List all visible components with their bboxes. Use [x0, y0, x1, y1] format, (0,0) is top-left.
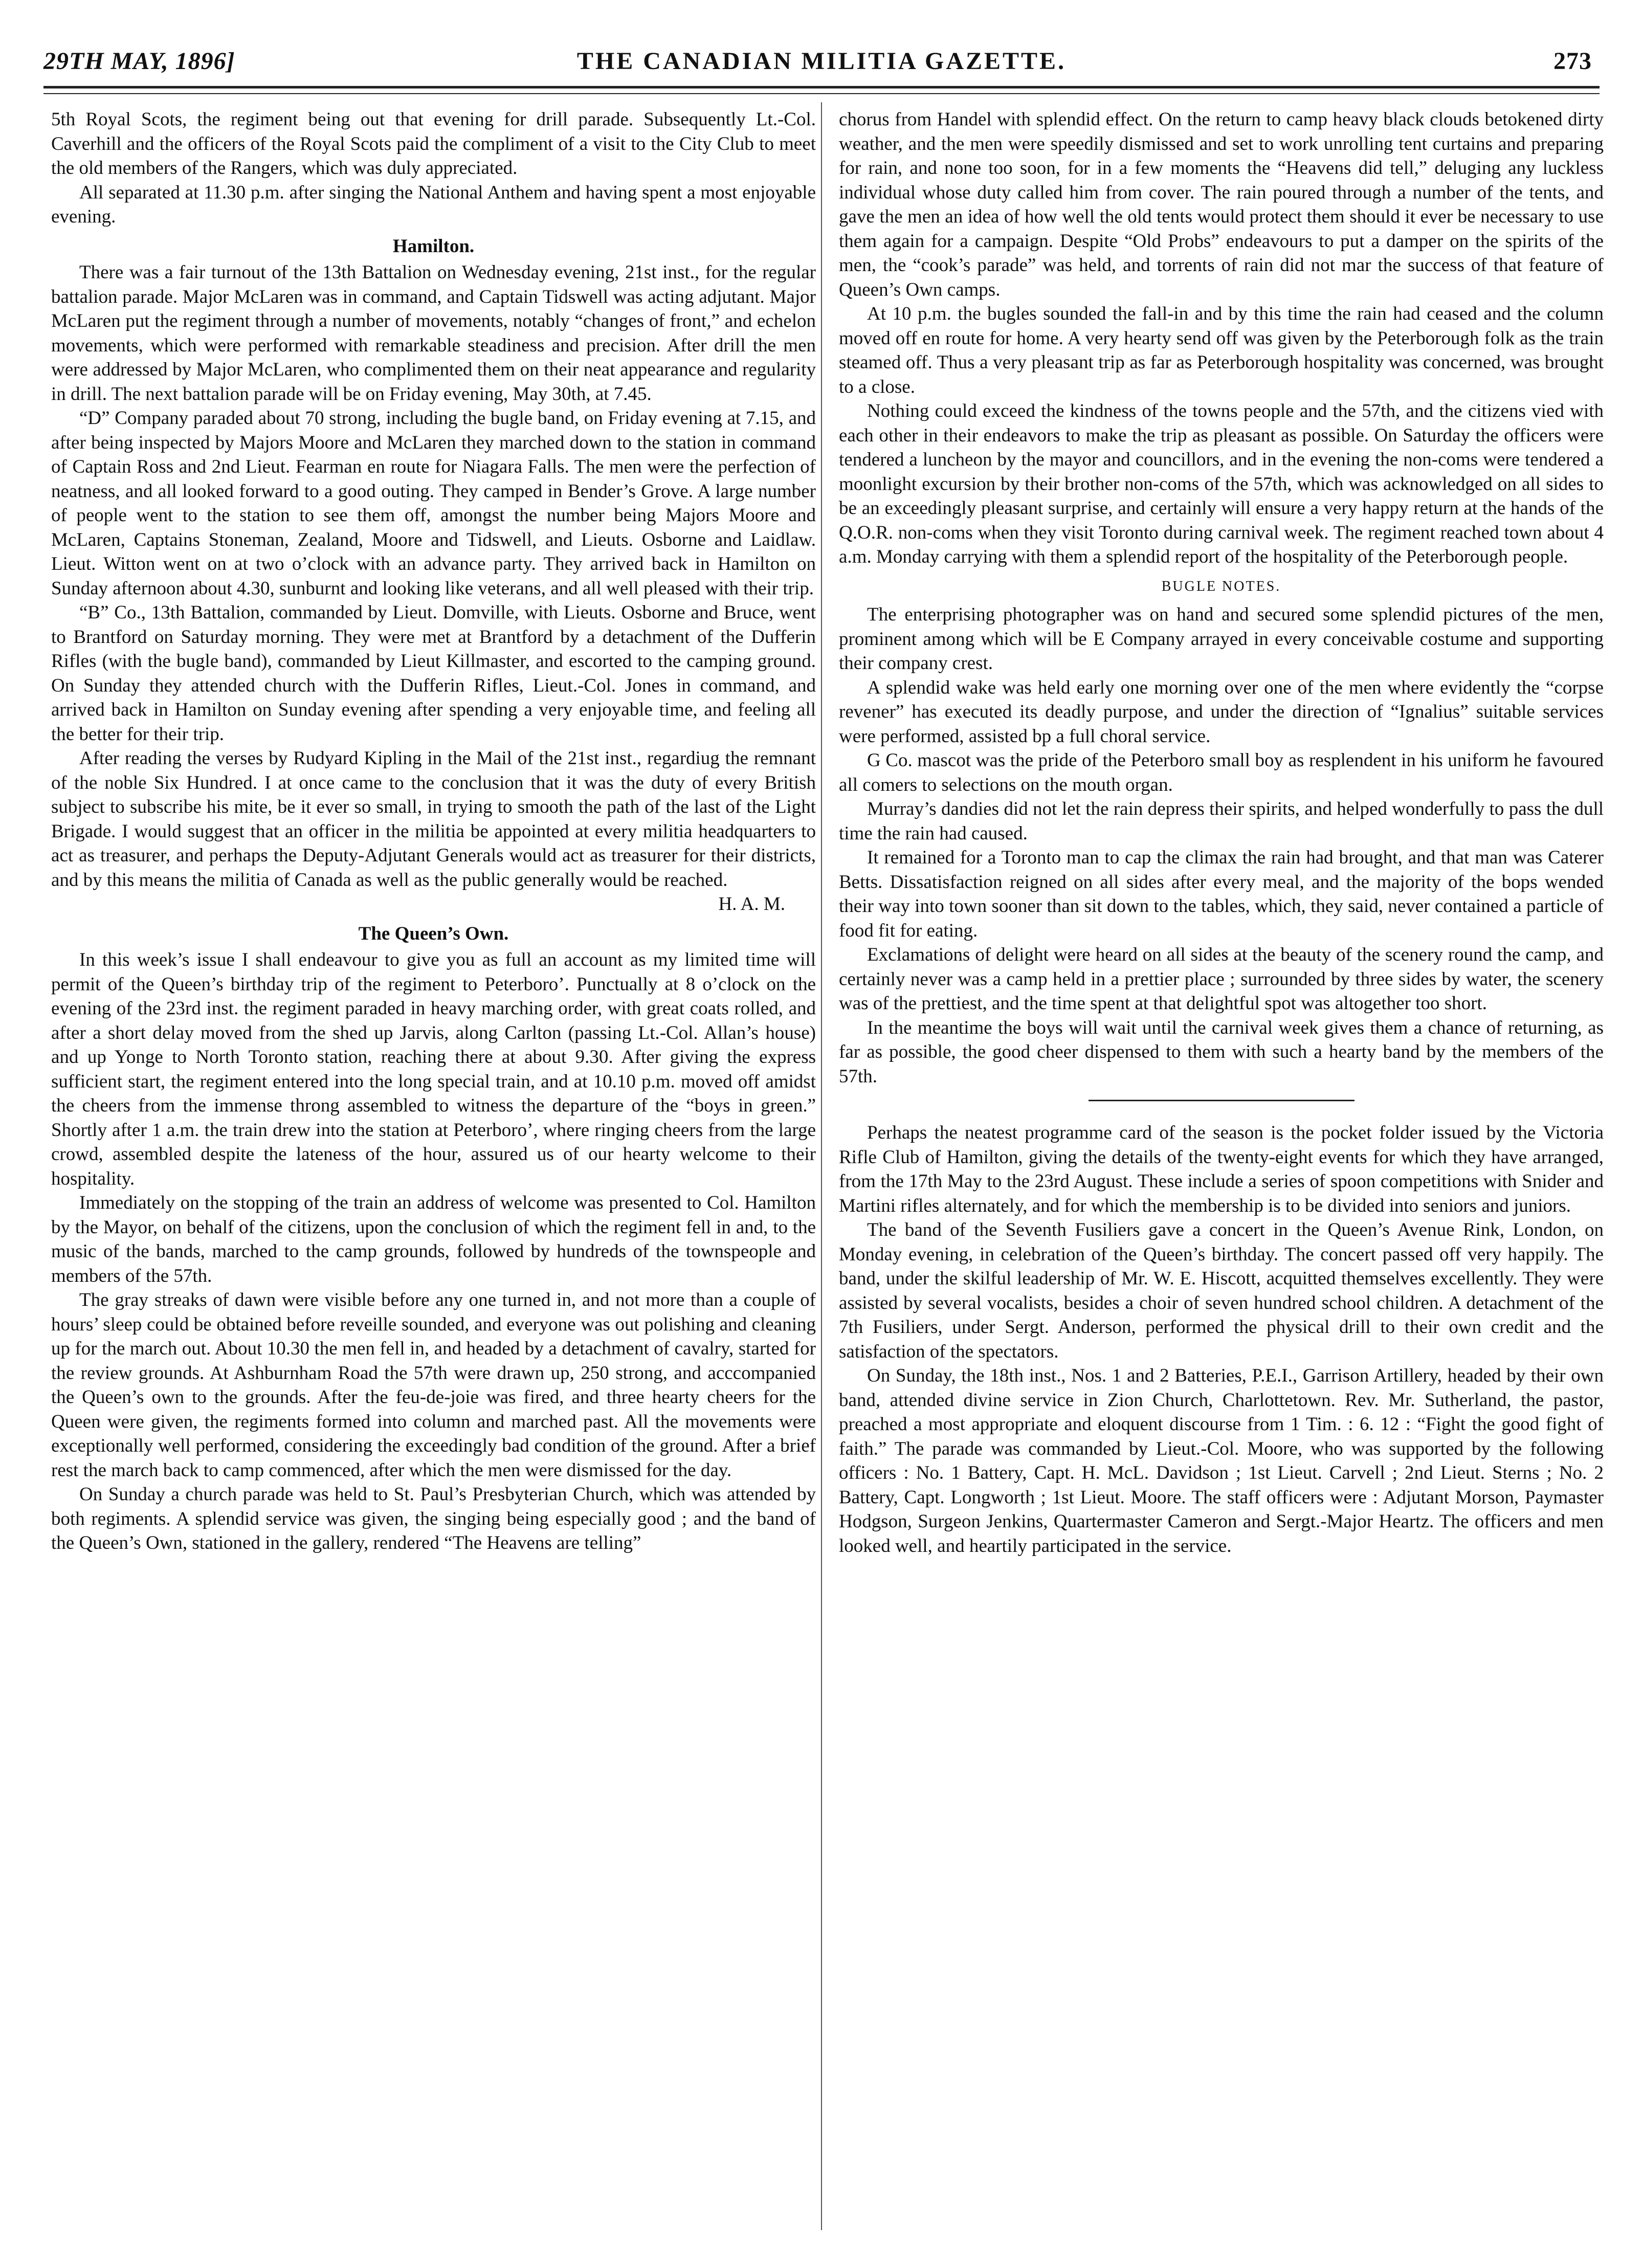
- header-rule-thick: [43, 86, 1600, 88]
- right-column: [839, 107, 1604, 2235]
- article-paragraph: Nothing could exceed the kindness of the towns people and the 57th, and the citizens vied with each other in their endeavors to make the trip as pleasant as possible. On Saturday the officers were tendered a luncheon by the mayor and councillors, and in the evening the non-coms were tendered a moonlight excursion by their brother non-coms of the 57th, which was acknowledged on all sides to be an exceedingly pleasant surprise, and certainly will ensure a very happy return at the hands of the Q.O.R. non-coms when they visit Toronto during carnival week. The regiment reached town about 4 a.m. Monday carrying with them a splendid report of the hospitality of the Peterborough people.: [839, 401, 1604, 567]
- header-rule-thin: [43, 93, 1600, 94]
- left-column: [51, 107, 816, 2235]
- article-paragraph: “D” Company paraded about 70 strong, including the bugle band, on Friday evening at 7.15, and after being inspected by Majors Moore and McLaren they marched down to the station in command of Captain Ross and 2nd Lieut. Fearman en route for Niagara Falls. The men were the perfection of neatness, and all looked forward to a good outing. They camped in Bender’s Grove. A large number of people went to the station to see them off, amongst the number being Majors Moore and McLaren, Captains Stoneman, Zealand, Moore and Tidswell, and Lieuts. Osborne and Laidlaw. Lieut. Witton went on at two o’clock with an advance party. They arrived back in Hamilton on Sunday afternoon about 4.30, sunburnt and looking like veterans, and all well pleased with their trip.: [51, 408, 816, 599]
- article-paragraph: The enterprising photographer was on hand and secured some splendid pictures of the men, prominent among which will be E Company arrayed in every conceivable costume and supporting their company crest.: [839, 604, 1604, 674]
- column-divider: [821, 102, 822, 2230]
- article-paragraph: On Sunday, the 18th inst., Nos. 1 and 2 Batteries, P.E.I., Garrison Artillery, headed by their own band, attended divine service in Zion Church, Charlottetown. Rev. Mr. Sutherland, the pastor, preached a most appropriate and eloquent discourse from 1 Tim. : 6. 12 : “Fight the good fight of faith.” The parade was commanded by Lieut.-Col. Moore, who was supported by the following officers : No. 1 Battery, Capt. H. McL. Davidson ; 1st Lieut. Carvell ; 2nd Lieut. Sterns ; No. 2 Battery, Capt. Longworth ; 1st Lieut. Moore. The staff officers were : Adjutant Morson, Paymaster Hodgson, Surgeon Jenkins, Quartermaster Cameron and Sergt.-Major Heartz. The officers and men looked well, and heartily participated in the service.: [839, 1365, 1604, 1557]
- article-paragraph: Exclamations of delight were heard on all sides at the beauty of the scenery round the camp, and certainly never was a camp held in a prettier place ; surrounded by three sides by water, the scenery was of the prettiest, and the time spent at that delightful spot was altogether too short.: [839, 944, 1604, 1014]
- article-paragraph: G Co. mascot was the pride of the Peterboro small boy as resplendent in his uniform he favoured all comers to selections on the mouth organ.: [839, 750, 1604, 795]
- section-heading-hamilton: Hamilton.: [392, 235, 475, 257]
- section-heading-queens-own: The Queen’s Own.: [358, 923, 509, 944]
- article-paragraph: 5th Royal Scots, the regiment being out that evening for drill parade. Subsequently Lt.-Col. Caverhill and the officers of the Royal Scots paid the compliment of a visit to the City Club to meet the old members of the Rangers, which was duly appreciated.: [51, 109, 816, 179]
- article-paragraph: At 10 p.m. the bugles sounded the fall-in and by this time the rain had ceased and the column moved off en route for home. A very hearty send off was given by the Peterborough folk as the train steamed off. Thus a very pleasant trip as far as Peterborough hospitality was concerned, was brought to a close.: [839, 303, 1604, 397]
- article-paragraph: It remained for a Toronto man to cap the climax the rain had brought, and that man was Caterer Betts. Dissatisfaction reigned on all sides after every meal, and the majority of the bops wended their way into town sooner than sit down to the tables, which, they said, never contained a particle of food fit for eating.: [839, 847, 1604, 941]
- article-paragraph: After reading the verses by Rudyard Kipling in the Mail of the 21st inst., regardiug the remnant of the noble Six Hundred. I at once came to the conclusion that it was the duty of every British subject to subscribe his mite, be it ever so small, in trying to smooth the path of the last of the Light Brigade. I would suggest that an officer in the militia be appointed at every militia headquarters to act as treasurer, and perhaps the Deputy-Adjutant Generals would act as treasurer for their districts, and by this means the militia of Canada as well as the public generally would be reached.: [51, 748, 816, 891]
- masthead-title: THE CANADIAN MILITIA GAZETTE.: [576, 48, 1067, 75]
- page-number: 273: [1553, 48, 1592, 75]
- article-paragraph: “B” Co., 13th Battalion, commanded by Lieut. Domville, with Lieuts. Osborne and Bruce, went to Brantford on Saturday morning. They were met at Brantford by a detachment of the Dufferin Rifles (with the bugle band), commanded by Lieut Killmaster, and escorted to the camping ground. On Sunday they attended church with the Dufferin Rifles, Lieut.-Col. Jones in command, and arrived back in Hamilton on Sunday evening after spending a very enjoyable time, and feeling all the better for their trip.: [51, 602, 816, 745]
- article-paragraph: A splendid wake was held early one morning over one of the men where evidently the “corpse revener” has executed its deadly purpose, and under the direction of “Ignalius” suitable services were performed, assisted bp a full choral service.: [839, 677, 1604, 747]
- article-paragraph: In this week’s issue I shall endeavour to give you as full an account as my limited time will permit of the Queen’s birthday trip of the regiment to Peterboro’. Punctually at 8 o’clock on the evening of the 23rd inst. the regiment paraded in heavy marching order, with great coats rolled, and after a short delay moved from the shed up Jarvis, along Carlton (passing Lt.-Col. Allan’s house) and up Yonge to North Toronto station, reaching there at about 9.30. After giving the express sufficient start, the regiment entered into the long special train, and at 10.10 p.m. moved off amidst the cheers from the immense throng assembled to witness the departure of the “boys in green.” Shortly after 1 a.m. the train drew into the station at Peterboro’, where ringing cheers from the large crowd, assembled despite the lateness of the hour, assured us of our hearty welcome to their hospitality.: [51, 949, 816, 1189]
- article-paragraph: The band of the Seventh Fusiliers gave a concert in the Queen’s Avenue Rink, London, on Monday evening, in celebration of the Queen’s birthday. The concert passed off very happily. The band, under the skilful leadership of Mr. W. E. Hiscott, acquitted themselves excellently. They were assisted by several vocalists, besides a choir of seven hundred school children. A detachment of the 7th Fusiliers, under Sergt. Anderson, performed the physical drill to their own credit and the satisfaction of the spectators.: [839, 1219, 1604, 1362]
- article-paragraph: Perhaps the neatest programme card of the season is the pocket folder issued by the Victoria Rifle Club of Hamilton, giving the details of the twenty-eight events for which they have arranged, from the 17th May to the 23rd August. These include a series of spoon competitions with Snider and Martini rifles alternately, and for which the membership is to be divided into seniors and juniors.: [839, 1122, 1604, 1216]
- article-paragraph: Immediately on the stopping of the train an address of welcome was presented to Col. Hamilton by the Mayor, on behalf of the citizens, upon the conclusion of which the regiment fell in and, to the music of the bands, marched to the camp grounds, followed by hundreds of the townspeople and members of the 57th.: [51, 1192, 816, 1286]
- section-heading-bugle-notes: BUGLE NOTES.: [1161, 578, 1281, 594]
- article-paragraph: In the meantime the boys will wait until the carnival week gives them a chance of returning, as far as possible, the good cheer dispensed to them with such a hearty band by the members of the 57th.: [839, 1017, 1604, 1087]
- article-paragraph: There was a fair turnout of the 13th Battalion on Wednesday evening, 21st inst., for the regular battalion parade. Major McLaren was in command, and Captain Tidswell was acting adjutant. Major McLaren put the regiment through a number of movements, notably “changes of front,” and echelon movements, which were performed with remarkable steadiness and precision. After drill the men were addressed by Major McLaren, who complimented them on their neat appearance and regularity in drill. The next battalion parade will be on Friday evening, May 30th, at 7.45.: [51, 262, 816, 405]
- author-signature: H. A. M.: [718, 894, 785, 915]
- section-separator: [1089, 1100, 1355, 1101]
- article-paragraph: The gray streaks of dawn were visible before any one turned in, and not more than a couple of hours’ sleep could be obtained before reveille sounded, and everyone was out polishing and cleaning up for the march out. About 10.30 the men fell in, and headed by a detachment of cavalry, started for the review grounds. At Ashburnham Road the 57th were drawn up, 250 strong, and acccompanied the Queen’s own to the grounds. After the feu-de-joie was fired, and three hearty cheers for the Queen were given, the regiments formed into column and marched past. All the movements were exceptionally well performed, considering the exceedingly bad condition of the ground. After a brief rest the march back to camp commenced, after which the men were dismissed for the day.: [51, 1289, 816, 1481]
- article-paragraph: All separated at 11.30 p.m. after singing the National Anthem and having spent a most enjoyable evening.: [51, 182, 816, 227]
- article-paragraph: chorus from Handel with splendid effect. On the return to camp heavy black clouds betokened dirty weather, and the men were speedily dismissed and set to work unrolling tent curtains and preparing for rain, and none too soon, for in a few moments the “Heavens did tell,” deluging any luckless individual whose duty called him from cover. The rain poured through a number of the tents, and gave the men an idea of how well the old tents would protect them should it ever be necessary to use them again for a campaign. Despite “Old Probs” endeavours to put a damper on the spirits of the men, the “cook’s parade” was held, and torrents of rain did not mar the success of that feature of Queen’s Own camps.: [839, 109, 1604, 300]
- article-paragraph: On Sunday a church parade was held to St. Paul’s Presbyterian Church, which was attended by both regiments. A splendid service was given, the singing being especially good ; and the band of the Queen’s Own, stationed in the gallery, rendered “The Heavens are telling”: [51, 1484, 816, 1553]
- issue-date: 29TH MAY, 1896]: [43, 48, 235, 75]
- article-paragraph: Murray’s dandies did not let the rain depress their spirits, and helped wonderfully to pass the dull time the rain had caused.: [839, 798, 1604, 844]
